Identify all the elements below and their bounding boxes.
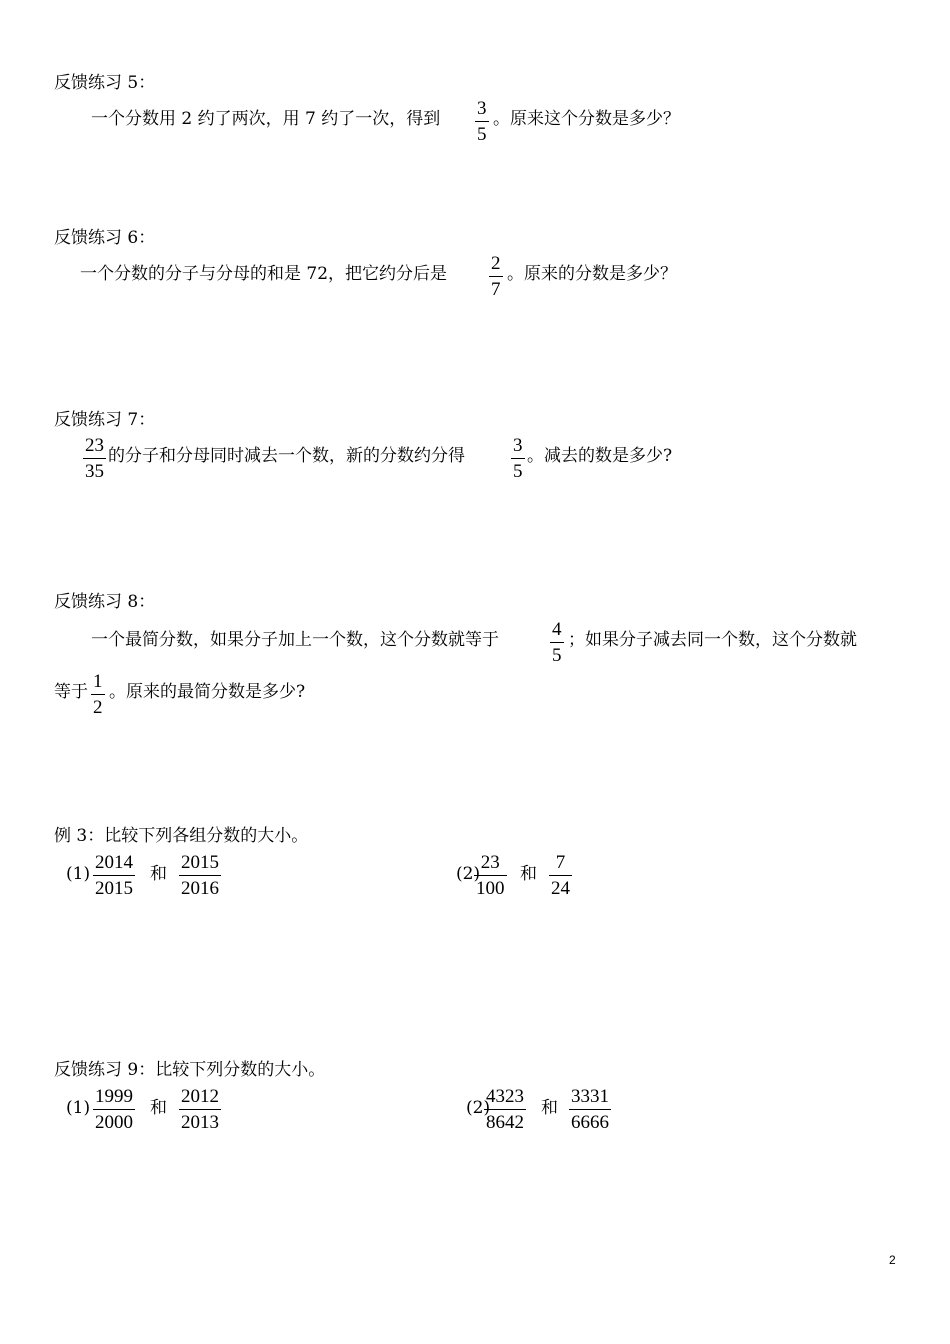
exercise-9-title: 反馈练习 9：比较下列分数的大小。 [54, 1060, 326, 1080]
fraction-denominator: 6666 [569, 1109, 611, 1132]
exercise-5-text-before: 一个分数用 2 约了两次，用 7 约了一次，得到 [91, 109, 441, 129]
fraction-denominator: 8642 [484, 1109, 526, 1132]
example-3-part-1-and: 和 [150, 864, 167, 884]
exercise-7-fraction-original [83, 436, 106, 481]
exercise-6-fraction [489, 254, 503, 299]
exercise-8-line1-before: 一个最简分数，如果分子加上一个数，这个分数就等于 [91, 630, 499, 650]
fraction-denominator: 7 [489, 276, 503, 299]
page-number: 2 [889, 1253, 896, 1267]
fraction-numerator: 23 [480, 852, 500, 873]
exercise-9-part-1-label: (1) [66, 1098, 91, 1118]
example-3-part-1-label: (1) [66, 864, 91, 884]
exercise-9-part-1-fraction-b [179, 1087, 221, 1132]
exercise-8-fraction-one-half [91, 672, 105, 717]
example-3-part-2-and: 和 [520, 864, 537, 884]
fraction-denominator: 24 [549, 875, 572, 898]
exercise-5-fraction [475, 99, 489, 144]
fraction-denominator: 35 [83, 458, 106, 481]
exercise-9-part-2-and: 和 [541, 1098, 558, 1118]
exercise-6-text-before: 一个分数的分子与分母的和是 72，把它约分后是 [80, 264, 448, 284]
fraction-denominator: 2000 [93, 1109, 135, 1132]
fraction-numerator: 23 [85, 435, 104, 456]
exercise-8-title: 反馈练习 8： [54, 592, 156, 612]
fraction-denominator: 5 [550, 642, 564, 665]
fraction-numerator: 7 [555, 852, 566, 873]
fraction-denominator: 2013 [179, 1109, 221, 1132]
fraction-denominator: 5 [511, 458, 525, 481]
exercise-7-title: 反馈练习 7： [54, 410, 156, 430]
example-3-title: 例 3：比较下列各组分数的大小。 [54, 826, 309, 846]
exercise-9-part-2-label: (2) [466, 1098, 491, 1118]
exercise-6-title: 反馈练习 6： [54, 228, 156, 248]
fraction-numerator: 4 [552, 619, 562, 640]
example-3-part-2-fraction-b [549, 853, 572, 898]
exercise-8-fraction-four-fifths [550, 620, 564, 665]
exercise-7-text-after: 。减去的数是多少? [527, 446, 673, 466]
exercise-9-part-1-and: 和 [150, 1098, 167, 1118]
fraction-numerator: 2015 [181, 852, 219, 873]
exercise-7-text-middle: 的分子和分母同时减去一个数，新的分数约分得 [108, 446, 465, 466]
fraction-numerator: 2012 [181, 1086, 219, 1107]
example-3-part-1-fraction-a [93, 853, 135, 898]
fraction-denominator: 2015 [93, 875, 135, 898]
fraction-numerator: 2 [491, 253, 501, 274]
exercise-9-part-1-fraction-a [93, 1087, 135, 1132]
exercise-7-fraction-result [511, 436, 525, 481]
exercise-8-line2-before: 等于 [54, 682, 88, 702]
exercise-6-text-after: 。原来的分数是多少？ [507, 264, 677, 284]
exercise-9-part-2-fraction-b [569, 1087, 611, 1132]
fraction-numerator: 3331 [571, 1086, 609, 1107]
fraction-numerator: 2014 [95, 852, 133, 873]
example-3-part-2-fraction-a [474, 853, 507, 898]
example-3-part-1-fraction-b [179, 853, 221, 898]
fraction-numerator: 3 [513, 435, 523, 456]
fraction-denominator: 2016 [179, 875, 221, 898]
fraction-denominator: 100 [474, 875, 507, 898]
exercise-5-text-after: 。原来这个分数是多少？ [493, 109, 680, 129]
fraction-denominator: 2 [91, 694, 105, 717]
exercise-8-line2-after: 。原来的最简分数是多少? [109, 682, 306, 702]
fraction-numerator: 1999 [95, 1086, 133, 1107]
exercise-8-line1-after: ；如果分子减去同一个数，这个分数就 [568, 630, 857, 650]
fraction-numerator: 4323 [486, 1086, 524, 1107]
fraction-numerator: 1 [93, 671, 103, 692]
fraction-denominator: 5 [475, 121, 489, 144]
exercise-5-title: 反馈练习 5： [54, 73, 156, 93]
fraction-numerator: 3 [477, 98, 487, 119]
exercise-9-part-2-fraction-a [484, 1087, 526, 1132]
example-3-part-2-label: (2) [456, 864, 481, 884]
